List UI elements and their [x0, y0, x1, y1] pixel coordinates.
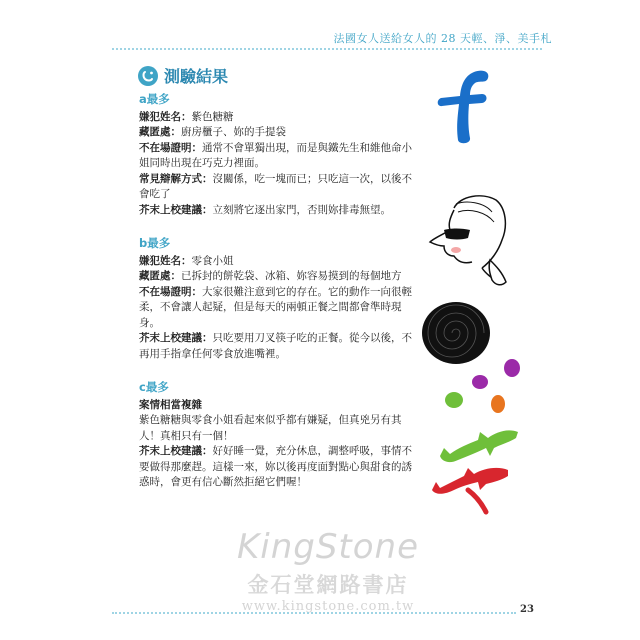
header-dotted-rule: [112, 48, 542, 50]
section-heading: [138, 64, 228, 87]
result-row: [139, 444, 415, 491]
chat-bubble-icon: [138, 66, 158, 86]
result-heading: c最多: [139, 380, 169, 394]
page-number: 23: [520, 604, 534, 615]
result-row: [139, 203, 415, 219]
gummy-lizards-icon: [428, 418, 524, 518]
result-row: [139, 269, 415, 285]
running-header: 法國女人送給女人的 28 天輕、淨、美手札: [333, 32, 552, 45]
footer-dotted-rule: [112, 612, 516, 614]
row-value: 大家很難注意到它的存在。它的動作一向很輕柔，不會讓人起疑，但是每天的兩頓正餐之間都會準時現身。: [139, 285, 412, 329]
result-block-c: [139, 380, 415, 491]
result-row: [139, 141, 415, 172]
watermark-url: www.kingstone.com.tw: [241, 599, 415, 614]
result-row: [139, 125, 415, 141]
row-key: 嫌犯姓名：: [139, 110, 192, 123]
row-key: 不在場證明：: [139, 141, 202, 154]
row-value: 零食小姐: [191, 254, 234, 267]
result-row: [139, 331, 415, 362]
watermark: [198, 527, 458, 614]
row-key: 常見辯解方式：: [139, 172, 213, 185]
row-value: 已拆封的餅乾袋、冰箱、妳容易摸到的每個地方: [181, 270, 402, 282]
row-value: 只吃要用刀叉筷子吃的正餐。從今以後，不再用手指拿任何零食放進嘴裡。: [139, 332, 412, 360]
row-key: 嫌犯姓名：: [139, 254, 192, 267]
row-key: 芥末上校建議：: [139, 203, 213, 216]
watermark-logo: KingStone: [236, 527, 420, 567]
row-key: 不在場證明：: [139, 285, 202, 298]
result-heading: b最多: [139, 236, 171, 250]
jelly-candies-icon: [440, 356, 530, 420]
row-key: 案情相當複雜: [139, 398, 202, 411]
result-heading: a最多: [139, 92, 170, 106]
row-value: 沒關係，吃一塊而已；只吃這一次，以後不會吃了: [139, 172, 412, 200]
result-block-a: [139, 92, 415, 218]
result-row: [139, 413, 415, 444]
result-row: [139, 172, 415, 203]
row-value: 立刻將它逐出家門，否則妳排毒無望。: [212, 203, 391, 216]
section-title: 測驗結果: [164, 67, 229, 86]
karl-lagerfeld-portrait-icon: [426, 190, 508, 290]
row-value: 紫色糖糖與零食小姐看起來似乎都有嫌疑，但真兇另有其人！真相只有一個！: [139, 414, 402, 442]
watermark-chinese: 金石堂網路書店: [247, 572, 409, 597]
row-key: 藏匿處：: [139, 270, 181, 282]
result-row: [139, 398, 415, 414]
row-key: 芥末上校建議：: [139, 332, 213, 344]
row-value: 好好睡一覺，充分休息，調整呼吸，事情不要做得那麼趕。這樣一來，妳以後再度面對點心與甜食的誘惑時，會更有信心斷然拒絕它們喔！: [139, 445, 412, 488]
row-value: 通常不會單獨出現，而是與鐵先生和維他命小姐同時出現在巧克力裡面。: [139, 141, 412, 169]
results-content: [139, 92, 415, 509]
result-block-b: [139, 236, 415, 362]
result-row: [139, 285, 415, 332]
row-value: 紫色糖糖: [191, 110, 234, 123]
row-key: 藏匿處：: [139, 126, 181, 138]
blue-letter-f-icon: [428, 66, 498, 144]
row-value: 廚房櫃子、妳的手提袋: [181, 126, 286, 138]
result-row: [139, 110, 415, 126]
row-key: 芥末上校建議：: [139, 445, 213, 457]
result-row: [139, 254, 415, 270]
